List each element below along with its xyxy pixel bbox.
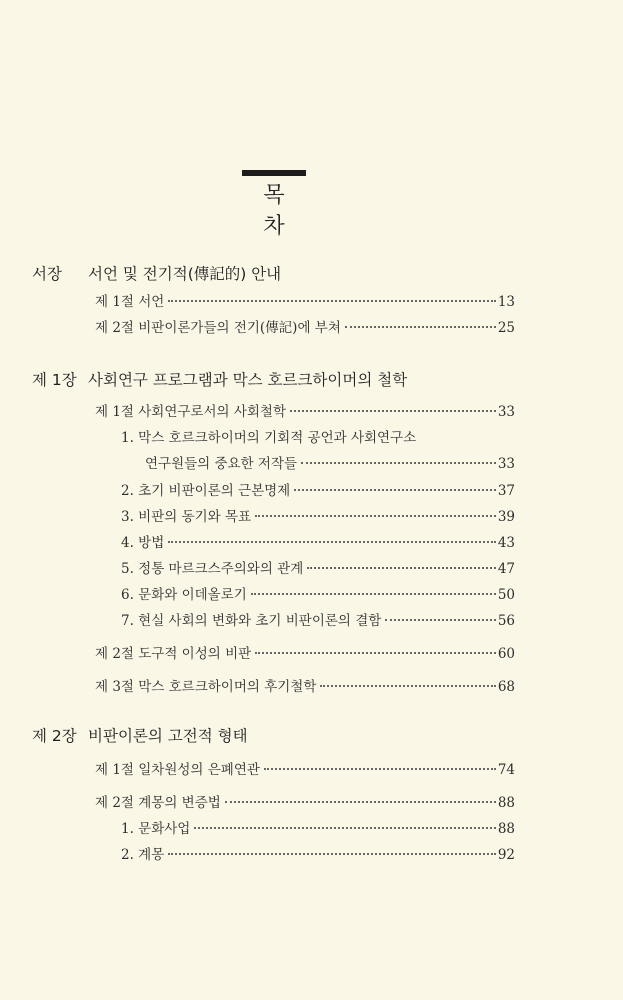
leader-dots	[168, 853, 496, 855]
entry-page: 88	[497, 821, 515, 837]
entry-label: 제 1절 사회연구로서의 사회철학	[95, 404, 286, 420]
leader-dots	[251, 593, 496, 595]
entry-label: 3. 비판의 동기와 목표	[121, 509, 252, 525]
entry-page: 33	[497, 404, 515, 420]
entry-label: 4. 방법	[121, 535, 165, 551]
chapter-title: 사회연구 프로그램과 막스 호르크하이머의 철학	[88, 371, 408, 389]
leader-dots	[225, 801, 496, 803]
toc-entry[interactable]	[121, 843, 515, 863]
leader-dots	[255, 652, 496, 654]
chapter-number: 제 1장	[32, 371, 77, 389]
chapter-title: 서언 및 전기적(傳記的) 안내	[88, 265, 282, 283]
entry-page: 25	[497, 320, 515, 336]
entry-label: 2. 초기 비판이론의 근본명제	[121, 483, 291, 499]
entry-page: 68	[497, 679, 515, 695]
toc-entry[interactable]	[95, 791, 515, 811]
leader-dots	[320, 685, 495, 687]
toc-entry[interactable]	[95, 675, 515, 695]
entry-page: 33	[497, 456, 515, 472]
toc-entry[interactable]	[121, 609, 515, 629]
chapter-number: 제 2장	[32, 727, 77, 745]
entry-page: 43	[497, 535, 515, 551]
entry-label: 제 3절 막스 호르크하이머의 후기철학	[95, 679, 317, 695]
toc-entry[interactable]	[121, 817, 515, 837]
entry-label: 연구원들의 중요한 저작들	[145, 456, 298, 472]
leader-dots	[290, 410, 496, 412]
chapter-heading	[32, 368, 407, 390]
toc-entry[interactable]	[121, 479, 515, 499]
title-rule	[242, 170, 306, 176]
entry-page: 88	[497, 795, 515, 811]
leader-dots	[168, 300, 495, 302]
leader-dots	[301, 462, 496, 464]
entry-label: 2. 계몽	[121, 847, 165, 863]
leader-dots	[194, 827, 495, 829]
toc-entry[interactable]	[95, 290, 515, 310]
entry-page: 37	[497, 483, 515, 499]
entry-label: 제 1절 서언	[95, 294, 165, 310]
toc-entry-first-line[interactable]: 1. 막스 호르크하이머의 기회적 공언과 사회연구소	[121, 430, 417, 446]
toc-entry[interactable]	[95, 758, 515, 778]
entry-label: 제 1절 일차원성의 은폐연관	[95, 762, 260, 778]
entry-page: 74	[497, 762, 515, 778]
toc-entry[interactable]	[121, 505, 515, 525]
entry-label: 1. 문화사업	[121, 821, 191, 837]
entry-label: 제 2절 계몽의 변증법	[95, 795, 221, 811]
leader-dots	[255, 515, 496, 517]
entry-label: 5. 정통 마르크스주의와의 관계	[121, 561, 304, 577]
leader-dots	[385, 619, 495, 621]
entry-page: 39	[497, 509, 515, 525]
entry-label: 제 2절 도구적 이성의 비판	[95, 646, 252, 662]
leader-dots	[264, 768, 496, 770]
leader-dots	[345, 326, 496, 328]
entry-page: 13	[497, 294, 515, 310]
toc-entry[interactable]	[95, 316, 515, 336]
leader-dots	[168, 541, 496, 543]
entry-page: 92	[497, 847, 515, 863]
leader-dots	[307, 567, 496, 569]
entry-page: 47	[497, 561, 515, 577]
entry-label: 7. 현실 사회의 변화와 초기 비판이론의 결함	[121, 613, 382, 629]
entry-label: 6. 문화와 이데올로기	[121, 587, 247, 603]
page-title: 목 차	[263, 183, 315, 239]
leader-dots	[294, 489, 496, 491]
toc-entry[interactable]	[121, 583, 515, 603]
entry-page: 56	[497, 613, 515, 629]
entry-page: 60	[497, 646, 515, 662]
toc-entry[interactable]	[95, 400, 515, 420]
toc-entry[interactable]	[95, 642, 515, 662]
chapter-number: 서장	[32, 265, 62, 283]
entry-page: 50	[497, 587, 515, 603]
toc-entry[interactable]	[121, 531, 515, 551]
toc-entry[interactable]	[145, 452, 515, 472]
chapter-heading	[32, 262, 281, 284]
entry-label: 제 2절 비판이론가들의 전기(傳記)에 부쳐	[95, 320, 341, 336]
toc-entry[interactable]	[121, 557, 515, 577]
chapter-heading	[32, 724, 248, 746]
chapter-title: 비판이론의 고전적 형태	[88, 727, 248, 745]
